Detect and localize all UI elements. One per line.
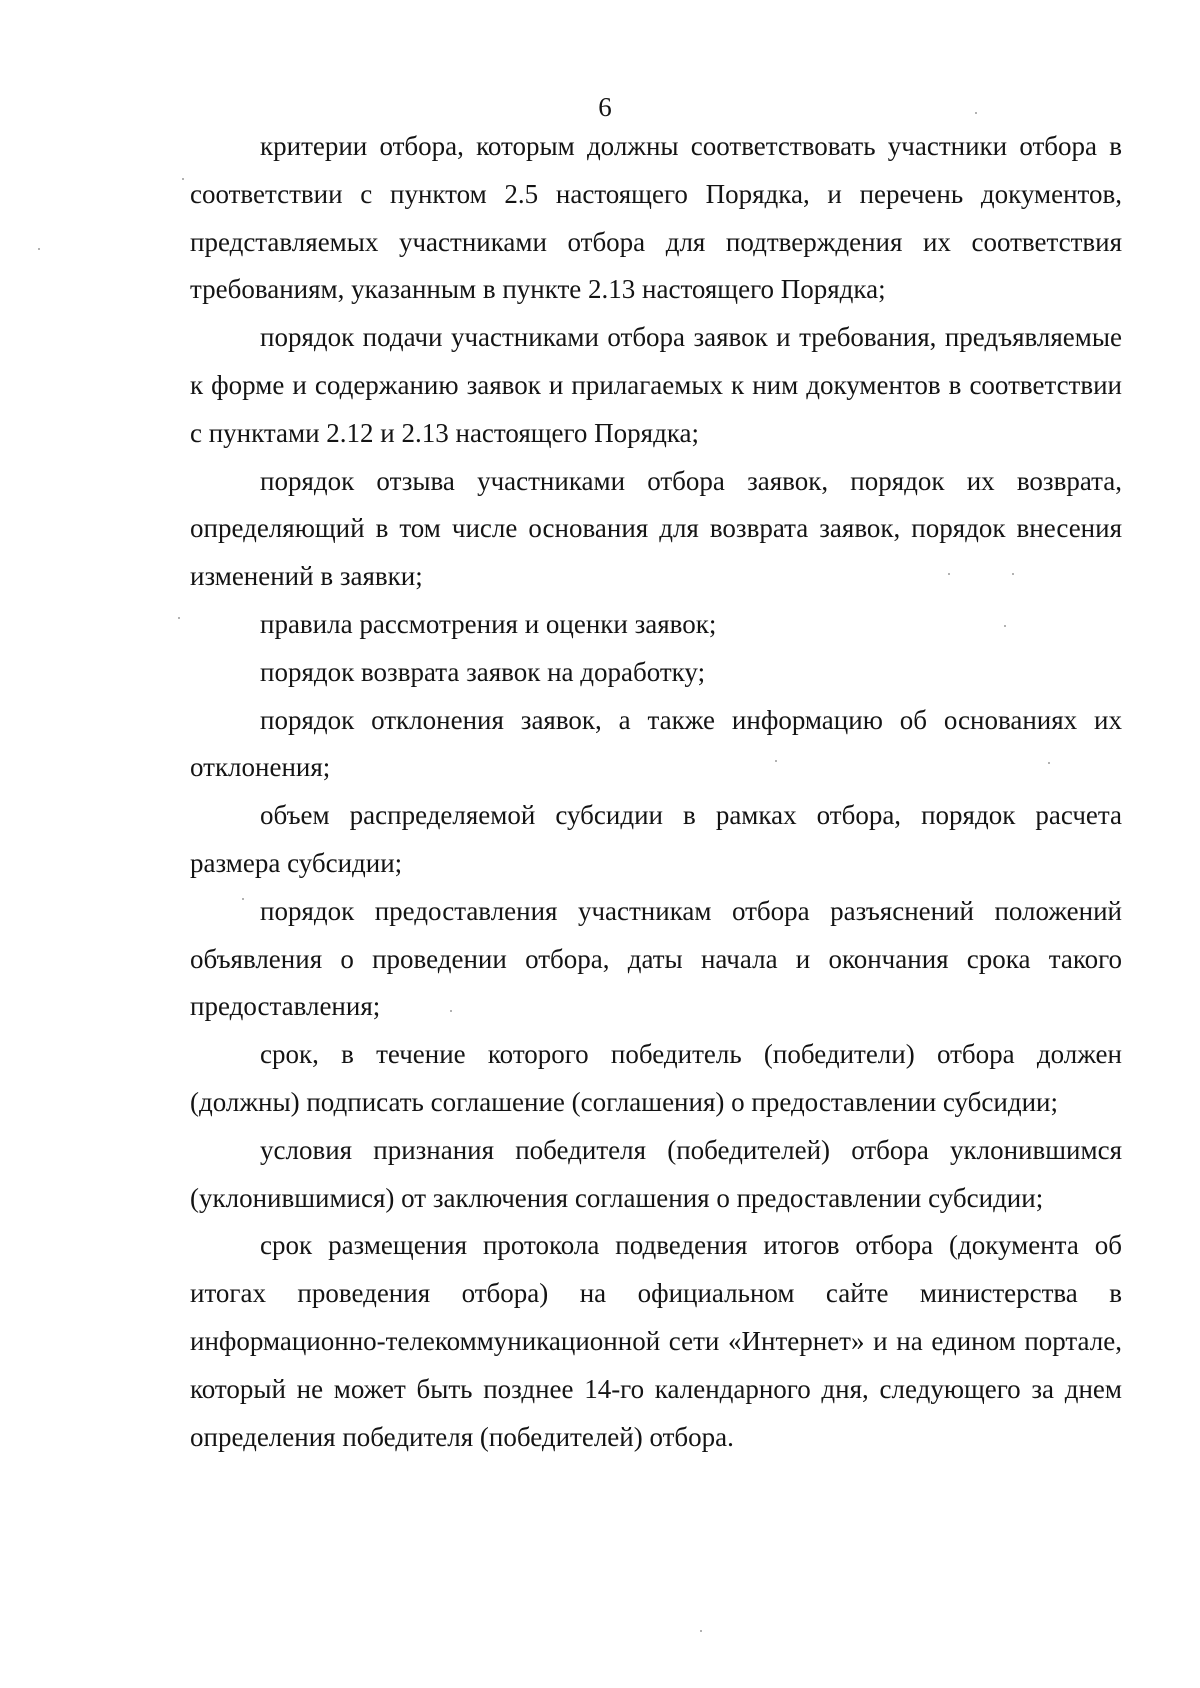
- scan-speck: [1012, 573, 1014, 575]
- scan-speck: [38, 248, 40, 250]
- paragraph-return-for-revision: порядок возврата заявок на доработку;: [260, 656, 706, 687]
- paragraph-selection-criteria: критерии отбора, которым должны соответствовать участники отбора в соответствии с пунктом 2.5 настоящего Порядка, и перечень документов, представляемых участниками отбора для подтверждения их соответствия требованиям, указанным в пункте 2.13 настоящего Порядка;: [190, 131, 1122, 305]
- paragraph-clarifications: порядок предоставления участникам отбора разъяснений положений объявления о проведении отбора, даты начала и окончания срока такого предоставления;: [190, 895, 1122, 1022]
- paragraph-protocol-publication: срок размещения протокола подведения итогов отбора (документа об итогах проведения отбора) на официальном сайте министерства в информационно-телекоммуникационной сети «Интернет» и на едином портале, который не может быть позднее 14-го календарного дня, следующего за днем определения победителя (победителей) отбора.: [190, 1230, 1122, 1452]
- scan-speck: [1004, 625, 1006, 627]
- scan-speck: [1048, 762, 1050, 764]
- scan-speck: [975, 112, 977, 114]
- scan-speck: [178, 617, 180, 619]
- scan-speck: [948, 573, 950, 575]
- scan-speck: [242, 898, 244, 900]
- paragraph-agreement-deadline: срок, в течение которого победитель (победители) отбора должен (должны) подписать соглашение (соглашения) о предоставлении субсидии;: [190, 1039, 1122, 1117]
- paragraph-review-rules: правила рассмотрения и оценки заявок;: [260, 608, 717, 639]
- scan-speck: [450, 1010, 452, 1012]
- document-body: [190, 123, 1122, 1461]
- paragraph-submission-procedure: порядок подачи участниками отбора заявок и требования, предъявляемые к форме и содержанию заявок и прилагаемых к ним документов в соответствии с пунктами 2.12 и 2.13 настоящего Порядка;: [190, 322, 1122, 448]
- scan-speck: [182, 178, 184, 180]
- paragraph-withdrawal-procedure: порядок отзыва участниками отбора заявок, порядок их возврата, определяющий в том числе основания для возврата заявок, порядок внесения изменений в заявки;: [190, 465, 1122, 592]
- paragraph-evasion-conditions: условия признания победителя (победителей) отбора уклонившимся (уклонившимися) от заключения соглашения о предоставлении субсидии;: [190, 1134, 1122, 1213]
- page-number: 6: [598, 92, 612, 122]
- paragraph-rejection-procedure: порядок отклонения заявок, а также информацию об основаниях их отклонения;: [190, 704, 1122, 783]
- scan-speck: [775, 760, 777, 762]
- scan-speck: [700, 1630, 702, 1632]
- paragraph-subsidy-volume: объем распределяемой субсидии в рамках отбора, порядок расчета размера субсидии;: [190, 800, 1122, 878]
